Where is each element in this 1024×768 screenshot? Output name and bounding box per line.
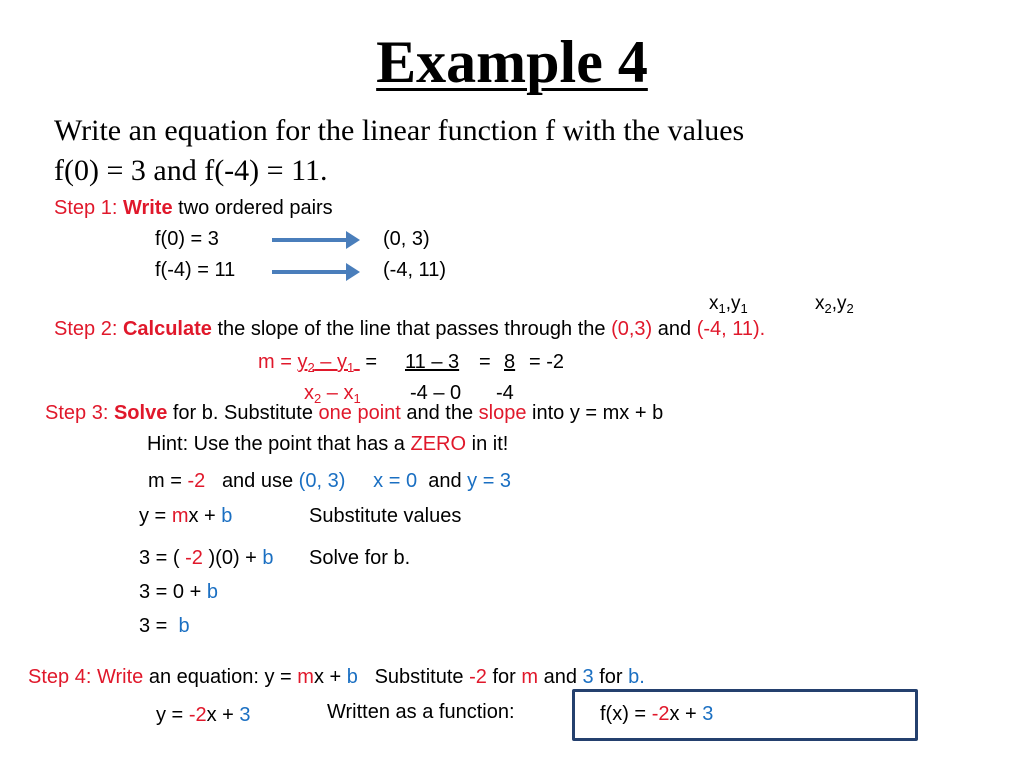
step1-heading xyxy=(54,197,333,220)
step3-values: m = -2 and use (0, 3) x = 0 and y = 3 xyxy=(148,470,512,492)
point1-labels: $x_1,y_1$ xyxy=(709,293,748,316)
solve-line-3: 3 = b xyxy=(139,615,190,637)
slope-numerator-line: $m = y_2 - y_1$ = xyxy=(258,351,377,375)
slope-denominator: $x_2 - x_1$ xyxy=(304,382,361,406)
slope-fraction3-num: 8 xyxy=(504,351,516,373)
note-solve: Solve for b. xyxy=(309,547,411,569)
function-label: Written as a function: xyxy=(327,701,515,723)
arrow-right-icon xyxy=(272,260,362,284)
step1-pair-1: (0, 3) xyxy=(383,228,430,250)
final-equation: y = -2x + 3 xyxy=(156,704,251,726)
step1-func-2: f(-4) = 11 xyxy=(155,259,236,281)
final-function: f(x) = -2x + 3 xyxy=(600,703,714,725)
step1-label: Step 1: xyxy=(54,197,118,219)
equals-sign: = xyxy=(479,351,491,373)
slope-fraction2-den: -4 – 0 xyxy=(410,382,462,404)
problem-line-1: Write an equation for the linear function f with the values xyxy=(54,114,745,147)
problem-line-2: f(0) = 3 and f(-4) = 11. xyxy=(54,154,328,187)
step1-func-1: f(0) = 3 xyxy=(155,228,219,250)
step1-verb: Write xyxy=(122,197,173,219)
slope-intercept-form: y = mx + b xyxy=(139,505,233,527)
arrow-right-icon xyxy=(272,228,362,252)
note-substitute: Substitute values xyxy=(309,505,462,527)
step4-heading: Step 4: Write an equation: y = mx + b Substitute -2 for m and 3 for b. xyxy=(28,666,645,688)
slope-fraction3-den: -4 xyxy=(496,382,514,404)
step1-pair-2: (-4, 11) xyxy=(383,259,446,281)
step3-heading: Step 3: Solve for b. Substitute one point and the slope into y = mx + b xyxy=(45,402,664,424)
substitution-line: 3 = ( -2 )(0) + b xyxy=(139,547,274,569)
slope-fraction2-num: 11 – 3 xyxy=(405,351,460,373)
step2-heading: Step 2: Calculate the slope of the line that passes through the (0,3) and (-4, 11). xyxy=(54,318,766,340)
step3-hint: Hint: Use the point that has a ZERO in it! xyxy=(147,433,509,455)
step1-text: two ordered pairs xyxy=(178,197,333,219)
slope-result: = -2 xyxy=(529,351,565,373)
point2-labels: $x_2,y_2$ xyxy=(815,293,854,316)
solve-line-2: 3 = 0 + b xyxy=(139,581,218,603)
page-title: Example 4 xyxy=(376,29,648,95)
